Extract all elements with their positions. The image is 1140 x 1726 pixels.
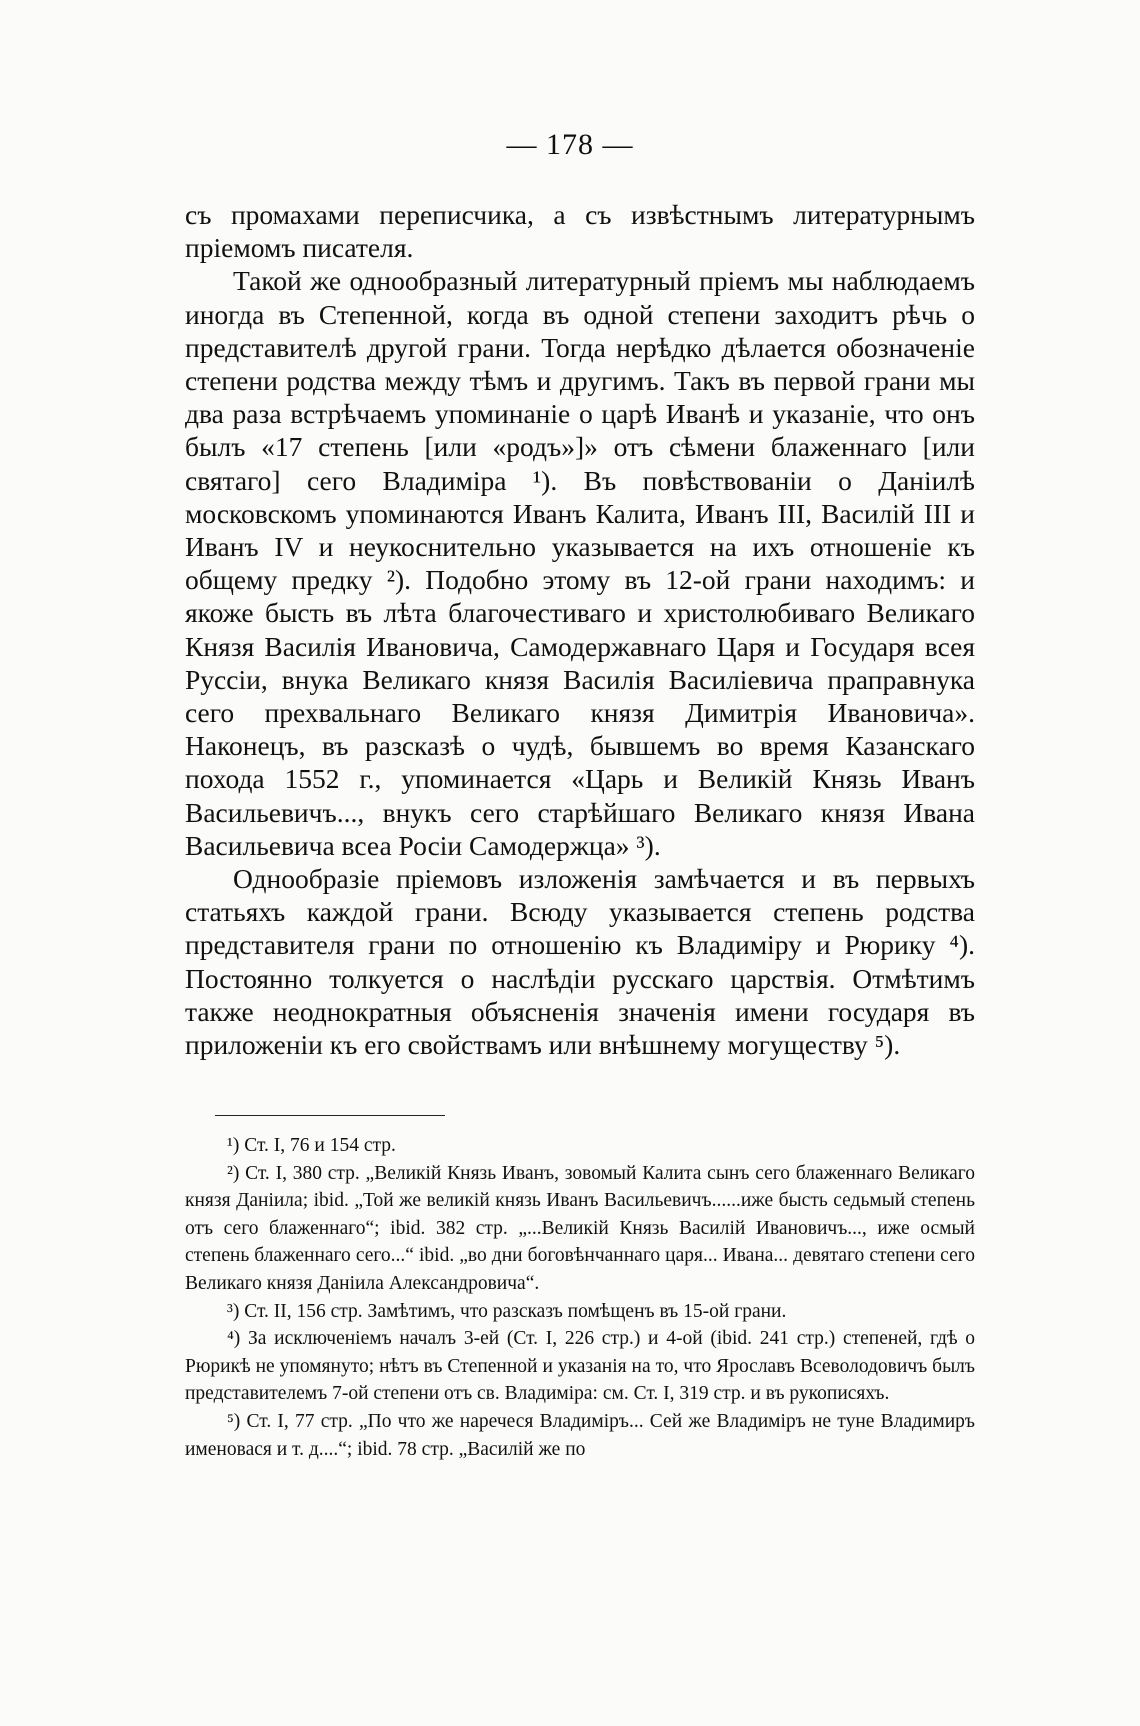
paragraph-continuation: съ промахами переписчика, а съ извѣстнымъ литературнымъ пріемомъ писателя. [185,199,975,264]
page-number: — 178 — [506,128,634,161]
main-text [185,198,975,1061]
footnote-4: ⁴) За исключеніемъ началъ 3-ей (Ст. I, 226 стр.) и 4-ой (ibid. 241 стр.) степеней, гдѣ о Рюрикѣ не упомянуто; нѣтъ въ Степенной и указанія на то, что Ярославъ Всеволодовичъ былъ представителемъ 7-ой степени отъ св. Владиміра: см. Ст. I, 319 стр. и въ рукописяхъ. [185,1328,975,1405]
footnotes [185,1132,975,1463]
footnote-3: ³) Ст. II, 156 стр. Замѣтимъ, что разсказъ помѣщенъ въ 15-ой грани. [227,1300,787,1322]
paragraph-literary-device: Такой же однообразный литературный пріемъ мы наблюдаемъ иногда въ Степенной, когда въ одной степени заходитъ рѣчь о представителѣ другой грани. Тогда нерѣдко дѣлается обозначеніе степени родства между тѣмъ и другимъ. Такъ въ первой грани мы два раза встрѣчаемъ упоминаніе о царѣ Иванѣ и указаніе, что онъ былъ «17 степень [или «родъ»]» отъ сѣмени блаженнаго [или святаго] сего Владиміра ¹). Въ повѣствованіи о Даніилѣ московскомъ упоминаются Иванъ Калита, Иванъ III, Василій III и Иванъ IV и неукоснительно указывается на ихъ отношеніе къ общему предку ²). Подобно этому въ 12-ой грани находимъ: и якоже бысть въ лѣта благочестиваго и христолюбиваго Великаго Князя Василія Ивановича, Самодержавнаго Царя и Государя всея Руссіи, внука Великаго князя Василія Василіевича праправнука сего прехвальнаго Великаго князя Димитрія Ивановича». Наконецъ, въ разсказѣ о чудѣ, бывшемъ во время Казанскаго похода 1552 г., упоминается «Царь и Великій Князь Иванъ Васильевичъ..., внукъ сего старѣйшаго Великаго князя Ивана Васильевича всеа Росіи Самодержца» ³). [185,265,975,861]
footnote-1: ¹) Ст. I, 76 и 154 стр. [227,1135,396,1156]
footnote-5: ⁵) Ст. I, 77 стр. „По что же наречеся Владиміръ... Сей же Владиміръ не туне Владимиръ именовася и т. д....“; ibid. 78 стр. „Василій же по [185,1410,975,1460]
footnote-2: ²) Ст. I, 380 стр. „Великій Князь Иванъ, зовомый Калита сынъ сего блаженнаго Великаго князя Даніила; ibid. „Той же великій князь Иванъ Васильевичъ......иже бысть седьмый степень отъ сего блаженнаго“; ibid. 382 стр. „...Великій Князь Василій Ивановичъ..., иже осмый степень блаженнаго сего...“ ibid. „во дни боговѣнчаннаго царя... Ивана... девятаго степени сего Великаго князя Даніила Александровича“. [185,1162,975,1294]
footnote-divider [215,1115,445,1116]
paragraph-uniformity: Однообразіе пріемовъ изложенія замѣчается и въ первыхъ статьяхъ каждой грани. Всюду указывается степень родства представителя грани по отношенію къ Владиміру и Рюрику ⁴). Постоянно толкуется о наслѣдіи русскаго царствія. Отмѣтимъ также неоднократныя объясненія значенія имени государя въ приложеніи къ его свойствамъ или внѣшнему могуществу ⁵). [185,863,975,1061]
